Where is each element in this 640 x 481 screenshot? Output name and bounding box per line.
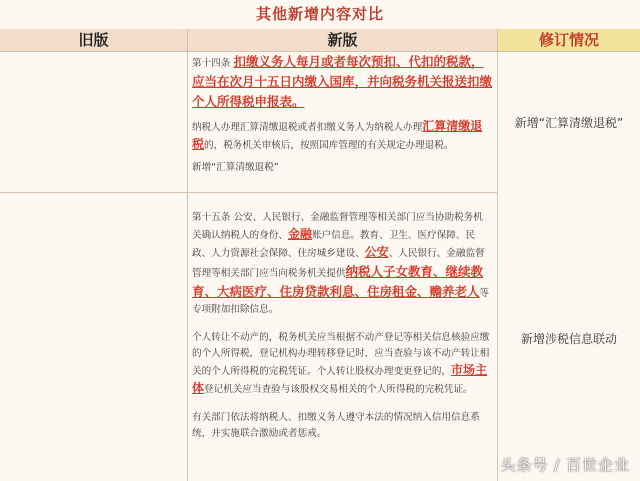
page-title: 其他新增内容对比 <box>255 5 384 23</box>
column-header-old: 旧版 <box>0 29 187 51</box>
highlight-special-deductions: 纳税人子女教育、继续教育、大病医疗、住房贷款利息、住房租金、赡养老人 <box>192 264 484 299</box>
article-15-text-b: 账户信息。教育、卫生、医疗保障、民政、人力资源社会保障、住房城乡建设、 <box>192 230 476 259</box>
column-divider <box>187 29 188 481</box>
article-15-text-a: 第十五条 公安、人民银行、金融监督管理等相关部门应当协助税务机关确认纳税人的身份、 <box>192 212 483 241</box>
table-row-1-old-cell <box>0 52 187 192</box>
credit-system-paragraph: 有关部门依法将纳税人、扣缴义务人遵守本法的情况纳入信用信息系统，并实施联合激励或者惩戒。 <box>192 412 480 439</box>
column-header-new: 新版 <box>188 29 497 51</box>
highlight-settlement-refund: 汇算清缴退税 <box>192 119 483 151</box>
highlight-withholding-text: 扣缴义务人每月或者每次预扣、代扣的税款，应当在次月十五日内缴入国库，并向税务机关报送扣缴个人所得税申报表。 <box>192 54 493 109</box>
property-transfer-paragraph <box>192 330 492 398</box>
column-header-revision: 修订情况 <box>498 29 640 51</box>
highlight-police: 公安 <box>364 245 389 259</box>
revision-note-1: 新增“汇算清缴退税” <box>514 116 624 130</box>
table-row-2-old-cell <box>0 193 187 481</box>
new-note: 新增“汇算清缴退税” <box>192 162 279 173</box>
article-14-paragraph <box>192 52 492 112</box>
highlight-market-entity: 市场主体 <box>192 363 488 395</box>
property-text-b: 登记机关应当查验与该股权交易相关的个人所得税的完税凭证。 <box>204 384 473 395</box>
article-15-text-c: 、人民银行、金融监督管理等相关部门应当向税务机关提供 <box>192 248 485 279</box>
article-15-paragraph <box>192 210 492 318</box>
watermark: 头条号 / 百世企业 <box>500 456 630 474</box>
table-row-2-new-cell <box>192 210 492 448</box>
highlight-finance: 金融 <box>287 227 312 241</box>
column-divider <box>497 29 498 481</box>
article-14-label: 第十四条 <box>192 58 234 69</box>
article-15-text-d: 等专项附加扣除信息。 <box>192 288 490 315</box>
refund-text-a: 纳税人办理汇算清缴退税或者扣缴义务人为纳税人办理 <box>192 122 423 133</box>
revision-note-2: 新增涉税信息联动 <box>520 332 617 346</box>
refund-text-b: 的，税务机关审核后，按照国库管理的有关规定办理退税。 <box>204 140 454 151</box>
refund-paragraph <box>192 118 492 154</box>
table-row-1-new-cell <box>192 52 492 182</box>
property-text-a: 个人转让不动产的，税务机关应当根据不动产登记等相关信息核验应缴的个人所得税，登记机构办理转移登记时，应当查验与该不动产转让相关的个人所得税的完税凭证。个人转让股权办理变更登记的， <box>192 332 490 377</box>
